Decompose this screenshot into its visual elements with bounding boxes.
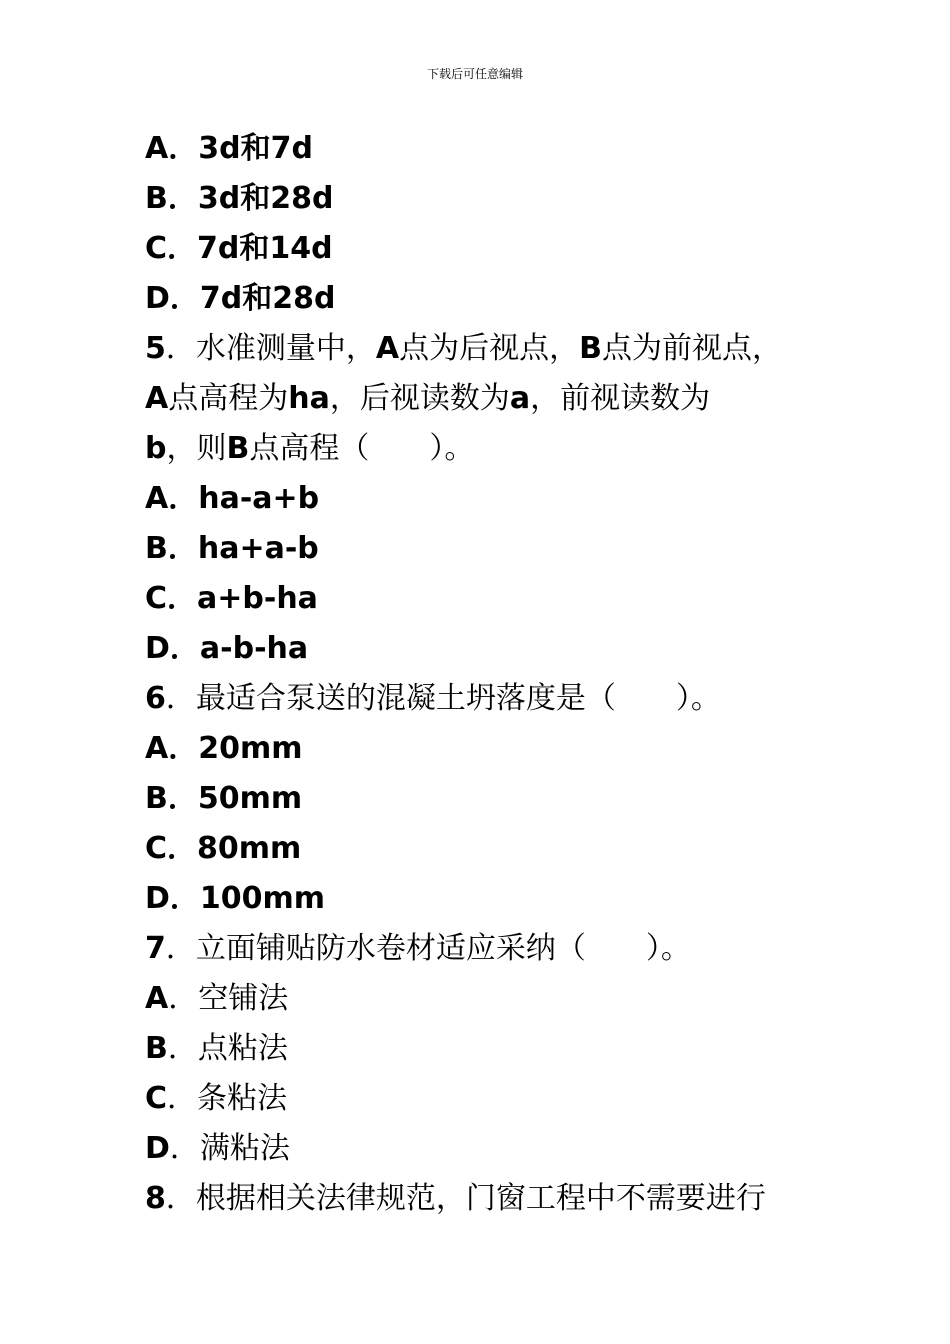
option-a-q5: A．ha-a+b [145, 481, 320, 516]
option-b-q4: B．3d和28d [145, 181, 334, 216]
page-header: 下载后可任意编辑 [426, 67, 523, 81]
question-7: 7．立面铺贴防水卷材适应采纳（ ）。 [145, 931, 691, 966]
option-b-q7: B．点粘法 [145, 1031, 288, 1066]
option-d-q5: D．a-b-ha [145, 631, 309, 666]
option-b-q6: B．50mm [145, 781, 303, 816]
question-5-line-3: b，则B点高程（ ）。 [145, 431, 475, 466]
question-5-line-1: 5．水准测量中，A点为后视点，B点为前视点， [145, 331, 782, 366]
option-c-q7: C．条粘法 [145, 1081, 288, 1116]
option-d-q6: D．100mm [145, 881, 326, 916]
option-a-q4: A．3d和7d [145, 131, 313, 166]
option-c-q5: C．a+b-ha [145, 581, 318, 616]
document-body [145, 124, 845, 1224]
question-6: 6．最适合泵送的混凝土坍落度是（ ）。 [145, 681, 721, 716]
option-c-q6: C．80mm [145, 831, 302, 866]
option-a-q7: A．空铺法 [145, 981, 289, 1016]
option-c-q4: C．7d和14d [145, 231, 333, 266]
question-5-line-2: A点高程为ha，后视读数为a，前视读数为 [145, 381, 711, 416]
option-d-q7: D．满粘法 [145, 1131, 290, 1166]
question-8-line-1: 8．根据相关法律规范，门窗工程中不需要进行 [145, 1181, 766, 1216]
option-b-q5: B．ha+a-b [145, 531, 319, 566]
option-a-q6: A．20mm [145, 731, 303, 766]
option-d-q4: D．7d和28d [145, 281, 336, 316]
